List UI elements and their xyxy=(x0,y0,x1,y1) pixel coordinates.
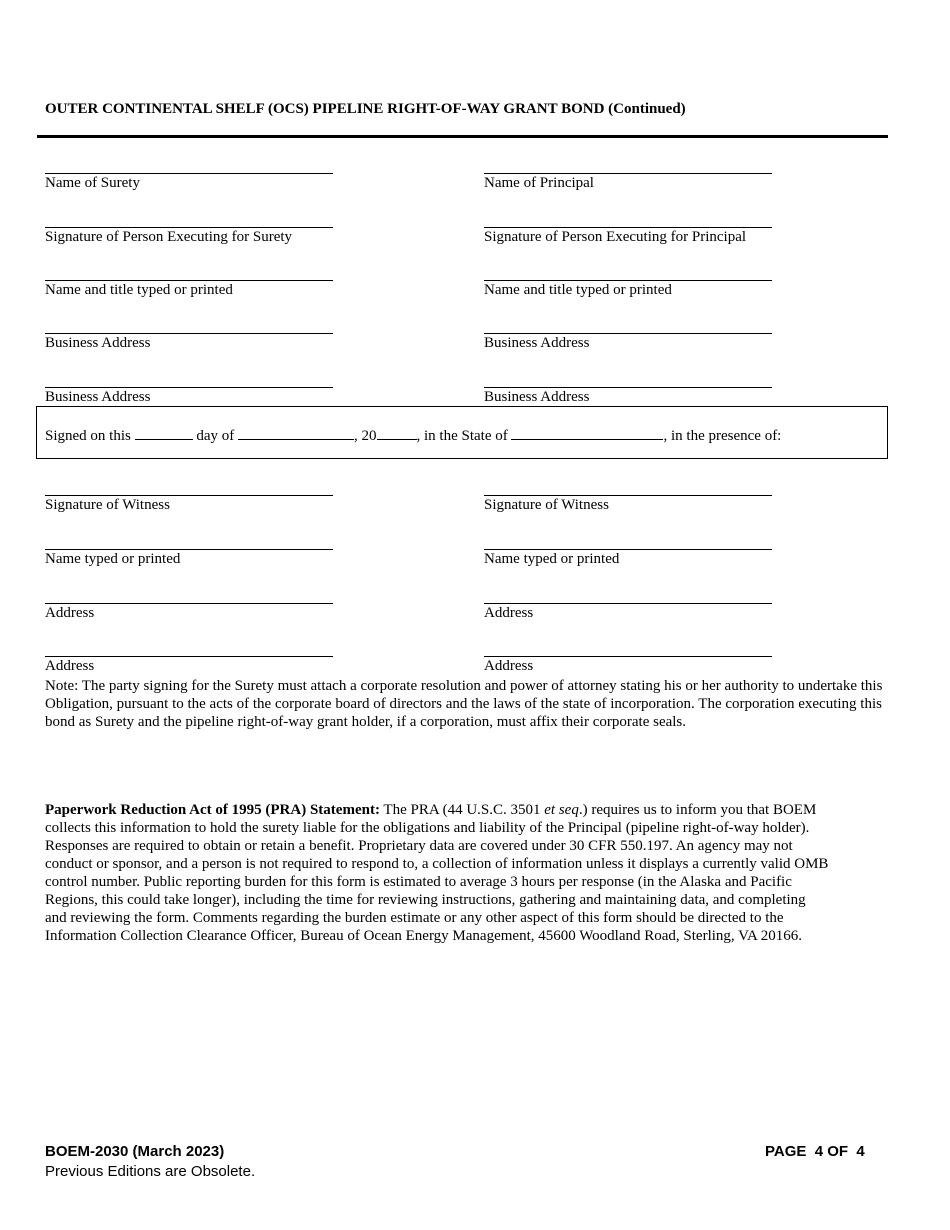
signature-line xyxy=(45,549,333,550)
month-blank[interactable] xyxy=(238,426,354,440)
signed-on-box xyxy=(36,406,888,459)
pra-heading: Paperwork Reduction Act of 1995 (PRA) Statement: xyxy=(45,802,380,818)
witness-right-address-1-field[interactable] xyxy=(484,603,772,622)
signature-line xyxy=(484,173,772,174)
principal-business-address-1-field[interactable] xyxy=(484,333,772,352)
signature-line xyxy=(484,656,772,657)
signature-line xyxy=(45,333,333,334)
signature-line xyxy=(45,173,333,174)
presence-label: , in the presence of: xyxy=(663,428,782,444)
witness-left-address-2-field[interactable] xyxy=(45,656,333,675)
signature-line xyxy=(484,333,772,334)
pra-italic: et seq xyxy=(544,802,579,818)
form-id: BOEM-2030 (March 2023) xyxy=(45,1143,225,1160)
state-label: , in the State of xyxy=(416,428,508,444)
signature-line xyxy=(45,603,333,604)
surety-business-address-1-field[interactable] xyxy=(45,333,333,352)
witness-right-address-2-field[interactable] xyxy=(484,656,772,675)
field-label: Name typed or printed xyxy=(484,551,620,567)
field-label: Address xyxy=(45,658,95,674)
pra-text-part2: .) requires us to inform you that BOEM collects this information to hold the surety liable for the obligations and liability of the Principal (pipeline right-of-way holder). Responses are required to obtain or retain a benefit. Proprietary data are covered under 30 CFR 550.197. An agency may not conduct or sponsor, and a person is not required to respond to, a collection of information unless it displays a currently valid OMB control number. Public reporting burden for this form is estimated to average 3 hours per response (in the Alaska and Pacific Regions, this could take longer), including the time for reviewing instructions, gathering and maintaining data, and completing and reviewing the form. Comments regarding the burden estimate or any other aspect of this form should be directed to the Information Collection Clearance Officer, Bureau of Ocean Energy Management, 45600 Woodland Road, Sterling, VA 20166. xyxy=(45,802,829,944)
state-blank[interactable] xyxy=(511,426,663,440)
principal-name-title-field[interactable] xyxy=(484,280,772,299)
signature-line xyxy=(484,280,772,281)
principal-name-field[interactable] xyxy=(484,173,772,192)
field-label: Business Address xyxy=(45,389,151,405)
witness-left-address-1-field[interactable] xyxy=(45,603,333,622)
year-blank[interactable] xyxy=(377,426,417,440)
signature-line xyxy=(45,495,333,496)
day-of-label: day of xyxy=(196,428,235,444)
field-label: Address xyxy=(484,605,534,621)
pra-text-part1: The PRA (44 U.S.C. 3501 xyxy=(379,802,545,818)
pra-statement xyxy=(45,801,830,945)
field-label: Signature of Person Executing for Principal xyxy=(484,229,747,245)
signature-line xyxy=(45,227,333,228)
previous-editions-note: Previous Editions are Obsolete. xyxy=(45,1163,256,1180)
witness-right-name-field[interactable] xyxy=(484,549,772,568)
form-title: OUTER CONTINENTAL SHELF (OCS) PIPELINE RIGHT-OF-WAY GRANT BOND (Continued) xyxy=(45,101,686,117)
signed-on-line xyxy=(45,426,781,445)
surety-signature-field[interactable] xyxy=(45,227,333,246)
signature-line xyxy=(484,603,772,604)
field-label: Business Address xyxy=(45,335,151,351)
signature-line xyxy=(45,280,333,281)
witness-left-name-field[interactable] xyxy=(45,549,333,568)
day-blank[interactable] xyxy=(135,426,193,440)
signed-on-label: Signed on this xyxy=(45,428,131,444)
witness-left-signature-field[interactable] xyxy=(45,495,333,514)
field-label: Name and title typed or printed xyxy=(484,282,672,298)
principal-signature-field[interactable] xyxy=(484,227,772,246)
signature-line xyxy=(484,227,772,228)
surety-business-address-2-field[interactable] xyxy=(45,387,333,406)
field-label: Signature of Witness xyxy=(484,497,609,513)
corporate-note: Note: The party signing for the Surety must attach a corporate resolution and power of attorney stating his or her authority to undertake this Obligation, pursuant to the acts of the corporate board of directors and the laws of the state of incorporation. The corporation executing this bond as Surety and the pipeline right-of-way grant holder, if a corporation, must affix their corporate seals. xyxy=(45,678,883,730)
field-label: Name and title typed or printed xyxy=(45,282,233,298)
witness-right-signature-field[interactable] xyxy=(484,495,772,514)
signature-line xyxy=(45,387,333,388)
field-label: Business Address xyxy=(484,389,590,405)
year-prefix-label: , 20 xyxy=(354,428,377,444)
signature-line xyxy=(484,387,772,388)
surety-name-field[interactable] xyxy=(45,173,333,192)
field-label: Name of Principal xyxy=(484,175,594,191)
signature-line xyxy=(484,495,772,496)
field-label: Business Address xyxy=(484,335,590,351)
footer-left xyxy=(45,1142,255,1182)
surety-name-title-field[interactable] xyxy=(45,280,333,299)
principal-business-address-2-field[interactable] xyxy=(484,387,772,406)
signature-line xyxy=(45,656,333,657)
title-divider xyxy=(37,135,888,138)
field-label: Signature of Person Executing for Surety xyxy=(45,229,293,245)
signature-line xyxy=(484,549,772,550)
field-label: Name typed or printed xyxy=(45,551,181,567)
field-label: Name of Surety xyxy=(45,175,140,191)
page-number: PAGE 4 OF 4 xyxy=(765,1143,865,1160)
field-label: Address xyxy=(484,658,534,674)
field-label: Signature of Witness xyxy=(45,497,170,513)
field-label: Address xyxy=(45,605,95,621)
